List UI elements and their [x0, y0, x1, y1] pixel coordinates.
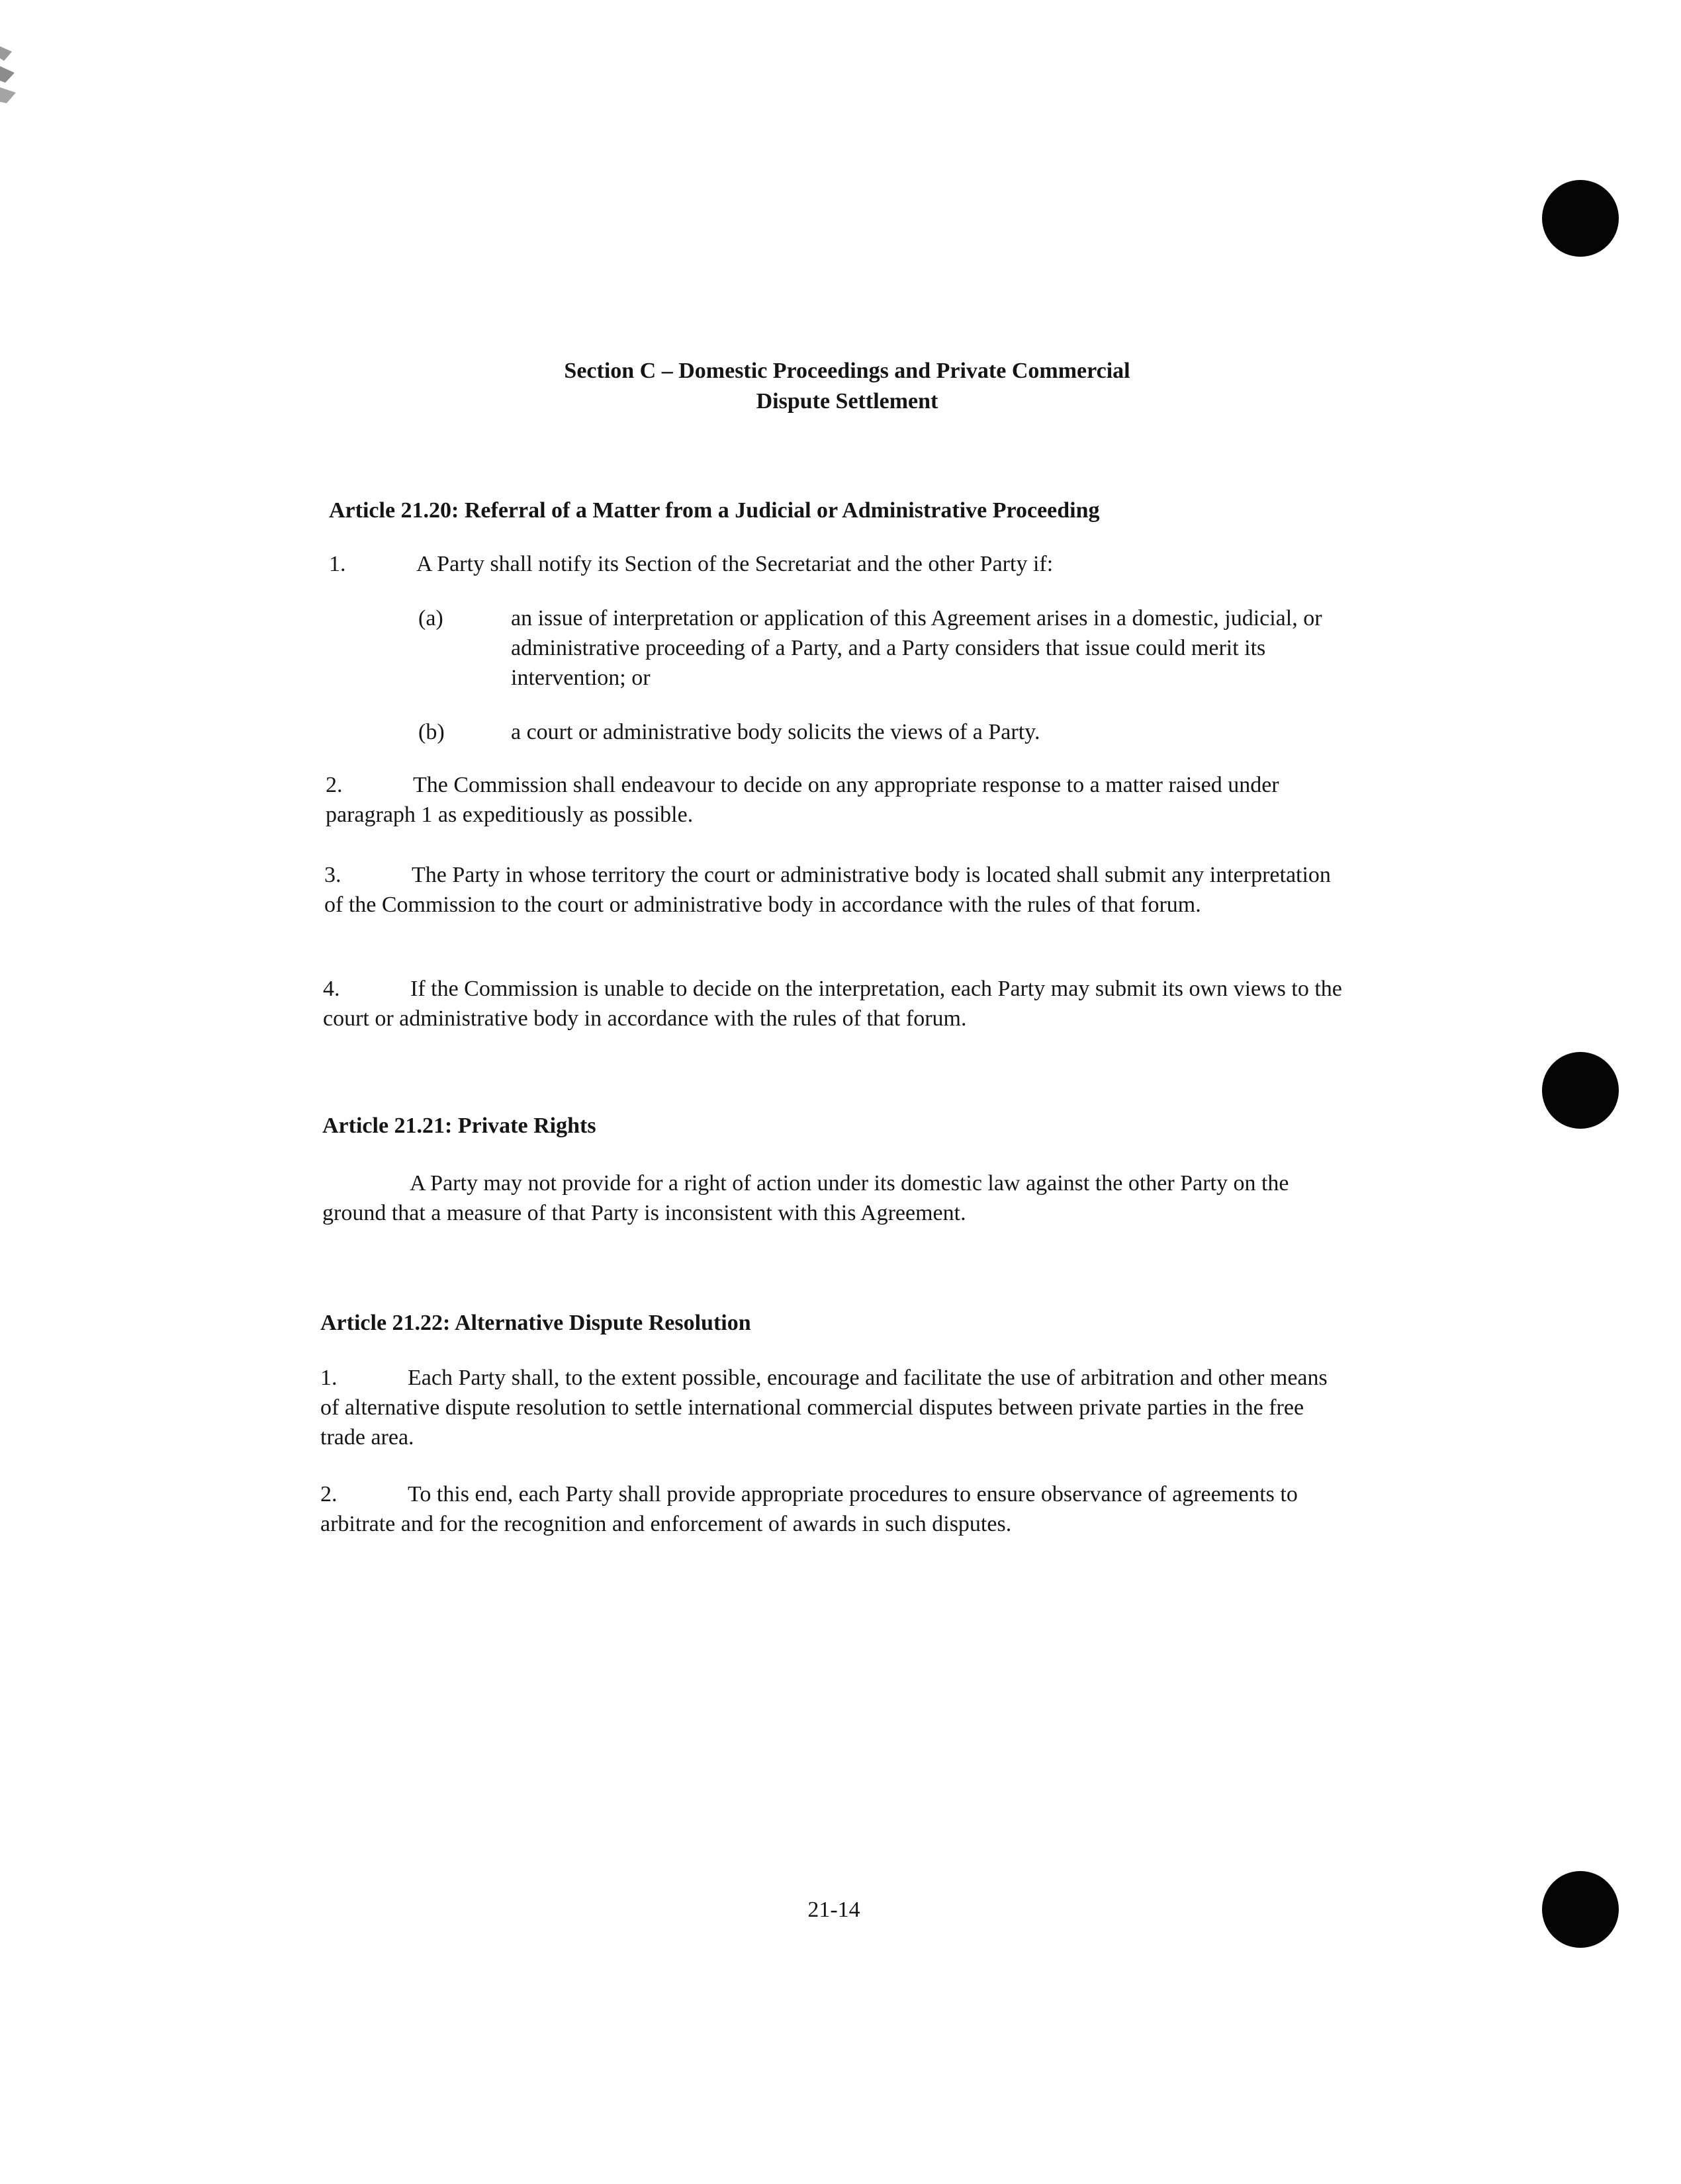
paragraph-number: 2. — [326, 773, 343, 797]
paragraph-number: 2. — [320, 1482, 338, 1507]
subparagraph-label: (a) — [418, 606, 443, 631]
punch-hole-bottom — [1542, 1871, 1619, 1948]
paragraph-text: Each Party shall, to the extent possible, encourage and facilitate the use of arbitration and other means of alternative dispute resolution to settle international commercial disputes between private parties in the free trade area. — [320, 1366, 1328, 1450]
page-number: 21-14 — [807, 1898, 860, 1922]
article-21-22-title: Article 21.22: Alternative Dispute Resolution — [320, 1311, 751, 1335]
article-21-20-paragraph-2 — [326, 770, 1345, 830]
article-21-20-paragraph-4 — [323, 974, 1342, 1033]
article-21-22-paragraph-2 — [320, 1479, 1326, 1539]
paragraph-number: 4. — [323, 977, 340, 1001]
subparagraph-text: a court or administrative body solicits the views of a Party. — [511, 720, 1040, 744]
punch-hole-top — [1542, 180, 1619, 257]
scan-artifact-icon — [0, 46, 23, 112]
paragraph-text: A Party shall notify its Section of the Secretariat and the other Party if: — [416, 552, 1054, 576]
article-21-21-title: Article 21.21: Private Rights — [322, 1114, 596, 1138]
paragraph-text: The Party in whose territory the court or administrative body is located shall submit any interpretation of the Commission to the court or administrative body in accordance with the rules of that forum. — [324, 863, 1331, 917]
section-heading — [371, 356, 1324, 417]
article-21-20-title: Article 21.20: Referral of a Matter from a Judicial or Administrative Proceeding — [329, 498, 1100, 523]
article-21-22-paragraph-1 — [320, 1363, 1340, 1452]
article-21-20-subparagraph-b — [418, 717, 1358, 750]
article-21-20-paragraph-1 — [329, 549, 1348, 579]
paragraph-text: To this end, each Party shall provide appropriate procedures to ensure observance of agreements to arbitrate and for the recognition and enforcement of awards in such disputes. — [320, 1482, 1298, 1536]
subparagraph-text: an issue of interpretation or application of this Agreement arises in a domestic, judicial, or administrative proceeding of a Party, and a Party considers that issue could merit its intervention; or — [511, 606, 1322, 690]
subparagraph-label: (b) — [418, 720, 445, 744]
article-21-21-paragraph: A Party may not provide for a right of action under its domestic law against the other Party on the ground that a measure of that Party is inconsistent with this Agreement. — [322, 1171, 1289, 1225]
paragraph-text: The Commission shall endeavour to decide on any appropriate response to a matter raised under paragraph 1 as expeditiously as possible. — [326, 773, 1279, 827]
article-21-20-subparagraph-a — [418, 603, 1358, 696]
paragraph-text: If the Commission is unable to decide on the interpretation, each Party may submit its own views to the court or administrative body in accordance with the rules of that forum. — [323, 977, 1342, 1031]
paragraph-number: 1. — [320, 1366, 338, 1390]
section-heading-line2: Dispute Settlement — [756, 389, 938, 414]
paragraph-number: 3. — [324, 863, 341, 887]
section-heading-line1: Section C – Domestic Proceedings and Private Commercial — [564, 359, 1130, 383]
paragraph-number: 1. — [329, 552, 346, 576]
punch-hole-middle — [1542, 1052, 1619, 1129]
article-21-20-paragraph-3 — [324, 860, 1343, 920]
